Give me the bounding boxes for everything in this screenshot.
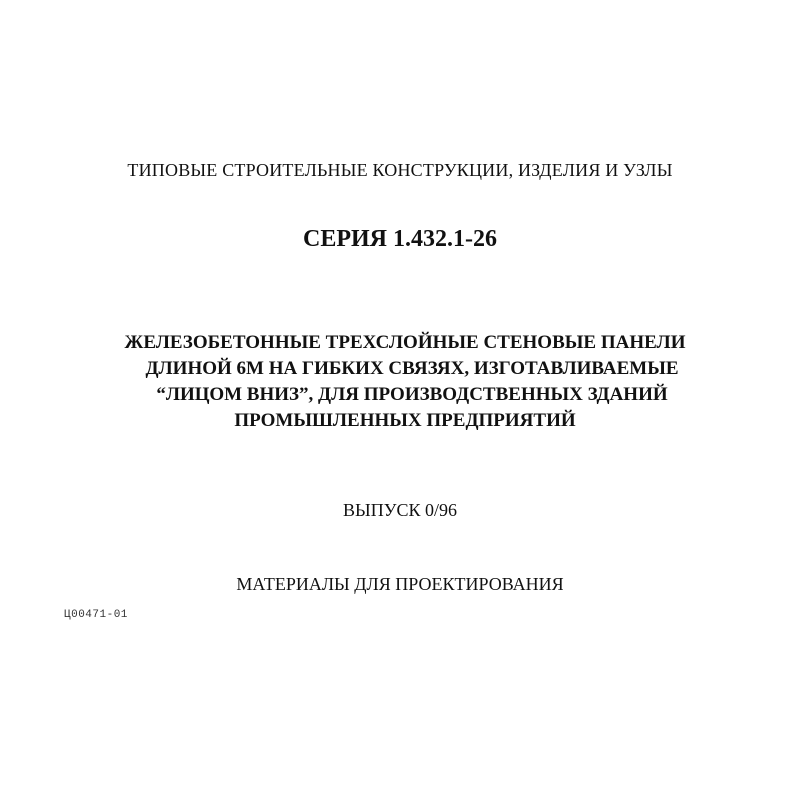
archive-code: Ц00471-01 <box>64 609 128 621</box>
document-header: ТИПОВЫЕ СТРОИТЕЛЬНЫЕ КОНСТРУКЦИИ, ИЗДЕЛИЯ И УЗЛЫ <box>127 160 673 180</box>
series-number: СЕРИЯ 1.432.1-26 <box>303 226 497 252</box>
title-line: “ЛИЦОМ ВНИЗ”, ДЛЯ ПРОИЗВОДСТВЕННЫХ ЗДАНИЙ <box>156 384 668 405</box>
title-line: ЖЕЛЕЗОБЕТОННЫЕ ТРЕХСЛОЙНЫЕ СТЕНОВЫЕ ПАНЕЛИ <box>124 332 686 353</box>
title-line: ПРОМЫШЛЕННЫХ ПРЕДПРИЯТИЙ <box>234 410 576 431</box>
materials-subtitle: МАТЕРИАЛЫ ДЛЯ ПРОЕКТИРОВАНИЯ <box>236 574 564 594</box>
document-title <box>0 330 800 434</box>
issue-number: ВЫПУСК 0/96 <box>343 500 457 520</box>
title-line: ДЛИНОЙ 6М НА ГИБКИХ СВЯЗЯХ, ИЗГОТАВЛИВАЕМЫЕ <box>145 358 679 379</box>
